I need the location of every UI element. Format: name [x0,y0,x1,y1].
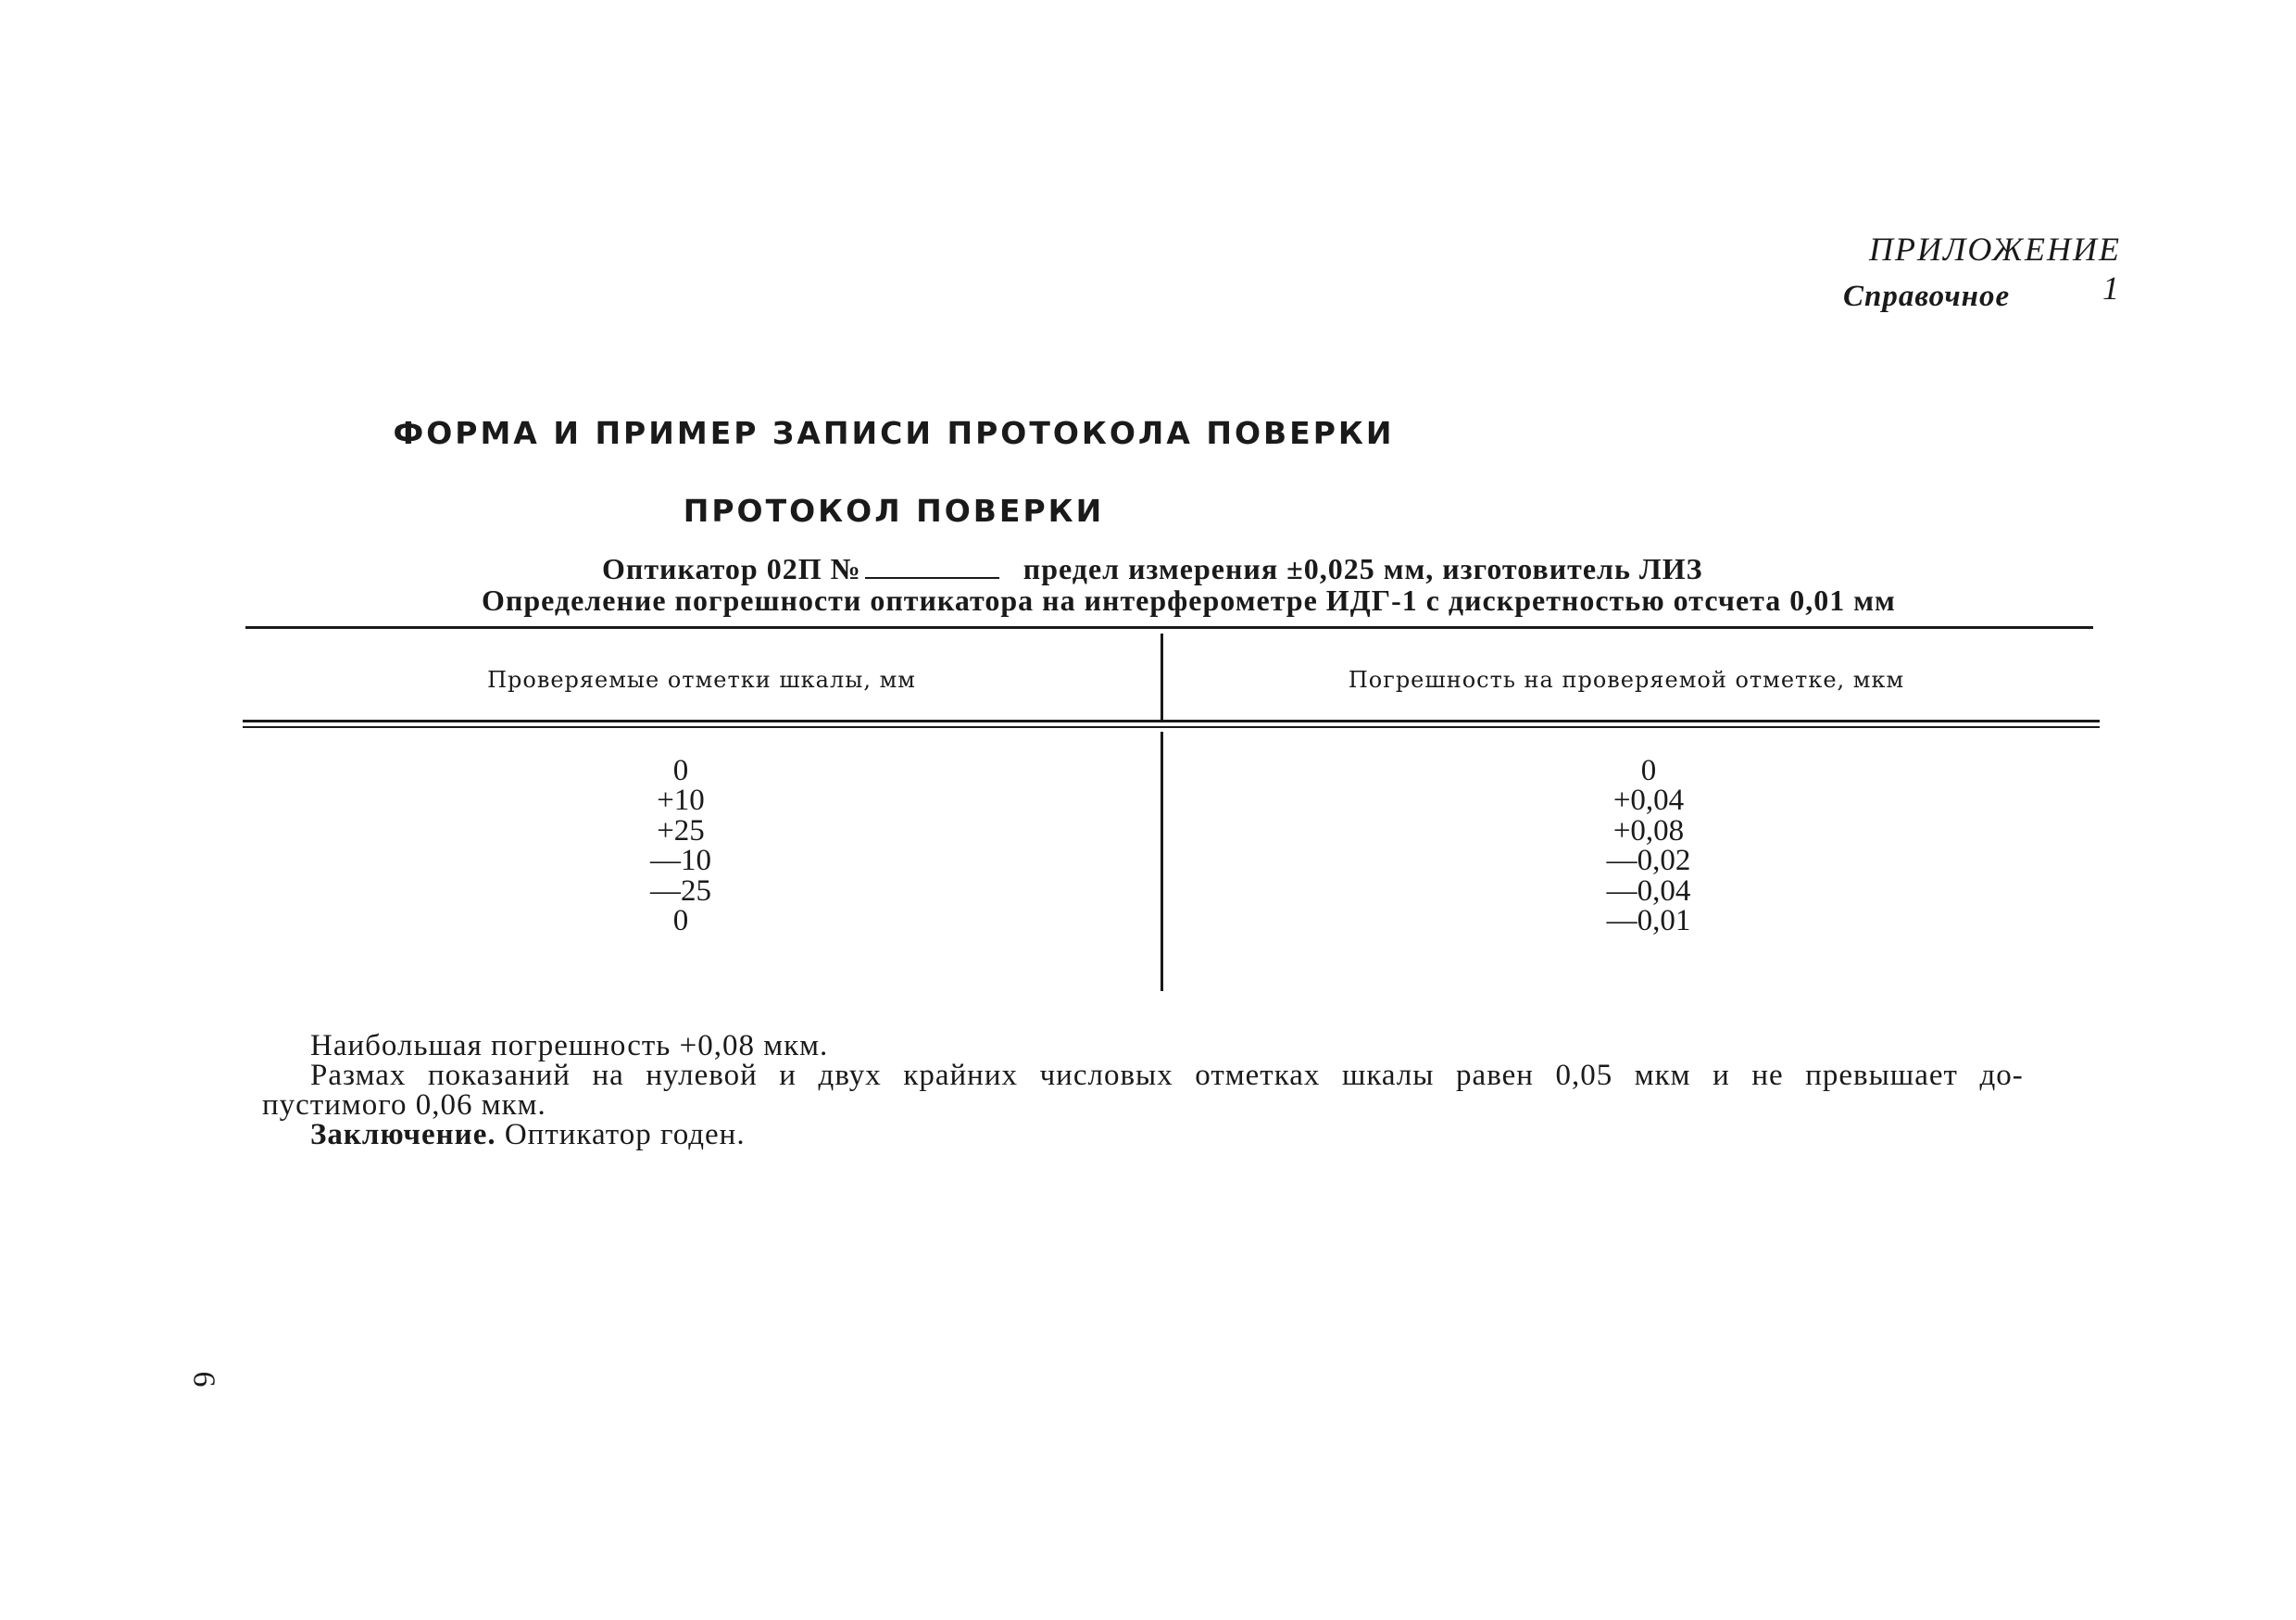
table-cell: +0,08 [1612,813,1685,848]
device-specs: предел измерения ±0,025 мм, изготовитель ЛИЗ [1023,552,1703,585]
reference-label: Справочное [1843,280,2011,313]
header-error: Погрешность на проверяемой отметке, мкм [1348,667,1905,693]
main-title: ФОРМА И ПРИМЕР ЗАПИСИ ПРОТОКОЛА ПОВЕРКИ [393,415,1395,451]
table-cell: —0,02 [1606,844,1691,878]
word: нулевой [646,1059,758,1092]
word: и [779,1059,797,1092]
device-info-line [602,552,1703,586]
scale-marks-column [588,756,773,936]
word: на [592,1059,624,1092]
table-body-divider [1161,732,1163,991]
word: шкалы [1341,1059,1435,1092]
table-header-rule [243,720,2100,722]
table-cell: —0,01 [1606,904,1691,938]
table-cell: 0 [672,754,689,787]
table-cell: +0,04 [1612,784,1685,818]
table-cell: —0,04 [1606,873,1691,908]
device-name: Оптикатор 02П № [602,552,861,585]
header-scale-marks: Проверяемые отметки шкалы, мм [487,667,916,693]
conclusion-text [310,1118,2024,1152]
word: превышает [1805,1059,1958,1092]
table-cell: —25 [650,873,711,908]
word: отметках [1195,1059,1321,1092]
serial-number-blank [865,577,999,579]
range-text-continued: пустимого 0,06 мкм. [262,1088,546,1122]
method-info-line: Определение погрешности оптикатора на интерферометре ИДГ-1 с дискретностью отсчета 0,01 мм [482,584,1896,617]
word: 0,05 [1555,1059,1613,1092]
errors-column [1556,756,1741,936]
conclusion-value: Оптикатор годен. [504,1118,746,1151]
table-top-rule [245,626,2093,629]
word: крайних [903,1059,1019,1092]
word: до- [1979,1059,2024,1092]
conclusion-label: Заключение. [310,1118,496,1151]
word: показаний [427,1059,571,1092]
word: числовых [1039,1059,1173,1092]
page-number: 6 [186,1371,221,1388]
table-header-rule-double [243,726,2100,728]
max-error-text: Наибольшая погрешность +0,08 мкм. [310,1029,829,1062]
table-cell: +25 [657,813,705,848]
word: мкм [1634,1059,1691,1092]
protocol-title: ПРОТОКОЛ ПОВЕРКИ [683,493,1105,529]
word: равен [1456,1059,1534,1092]
word: и [1713,1059,1730,1092]
table-cell: —10 [650,844,711,878]
table-cell: +10 [657,784,705,818]
table-cell: 0 [672,904,689,938]
appendix-label: ПРИЛОЖЕНИЕ 1 [1869,231,2121,307]
table-cell: 0 [1640,754,1657,787]
word: двух [818,1059,882,1092]
word: не [1751,1059,1784,1092]
word: Размах [310,1059,407,1092]
